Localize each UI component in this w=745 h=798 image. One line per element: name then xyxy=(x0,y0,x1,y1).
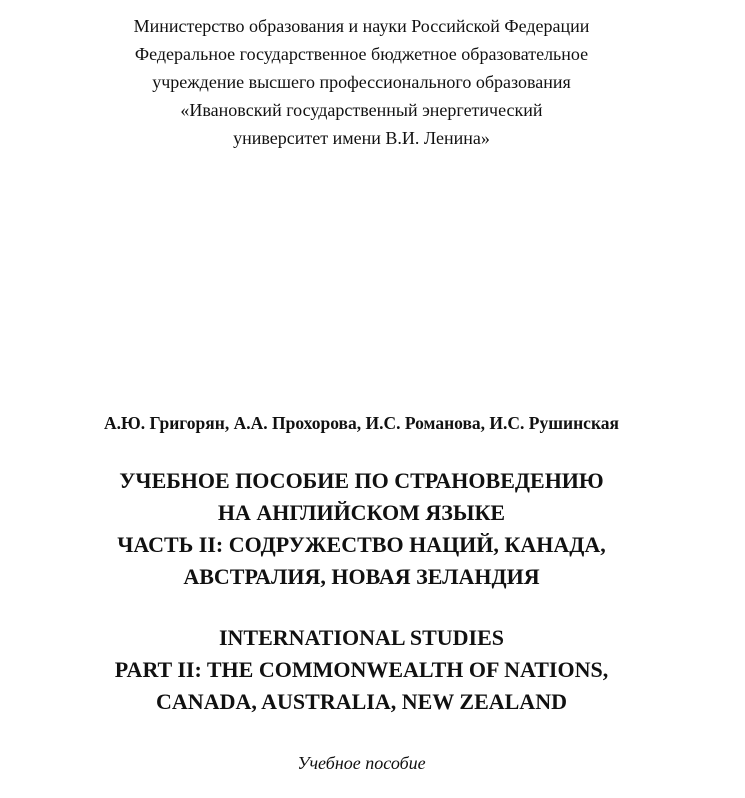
title-ru-line: ЧАСТЬ II: СОДРУЖЕСТВО НАЦИЙ, КАНАДА, xyxy=(117,532,606,557)
institution-line: Министерство образования и науки Российской Федерации xyxy=(133,16,590,36)
title-english xyxy=(0,622,723,718)
title-ru-line: УЧЕБНОЕ ПОСОБИЕ ПО СТРАНОВЕДЕНИЮ xyxy=(119,468,604,493)
title-ru-line: НА АНГЛИЙСКОМ ЯЗЫКЕ xyxy=(217,500,506,525)
document-type: Учебное пособие xyxy=(297,753,426,773)
institution-line: Федеральное государственное бюджетное образовательное xyxy=(134,44,589,64)
title-en-line: CANADA, AUSTRALIA, NEW ZEALAND xyxy=(156,689,567,714)
institution-header xyxy=(0,12,723,152)
title-ru-line: АВСТРАЛИЯ, НОВАЯ ЗЕЛАНДИЯ xyxy=(183,564,540,589)
institution-line: «Ивановский государственный энергетический xyxy=(180,100,543,120)
title-en-line: INTERNATIONAL STUDIES xyxy=(218,625,505,650)
title-en-line: PART II: THE COMMONWEALTH OF NATIONS, xyxy=(114,657,609,682)
institution-line: университет имени В.И. Ленина» xyxy=(233,128,490,148)
title-russian xyxy=(0,465,723,593)
authors: А.Ю. Григорян, А.А. Прохорова, И.С. Романова, И.С. Рушинская xyxy=(103,413,619,433)
institution-line: учреждение высшего профессионального образования xyxy=(152,72,571,92)
